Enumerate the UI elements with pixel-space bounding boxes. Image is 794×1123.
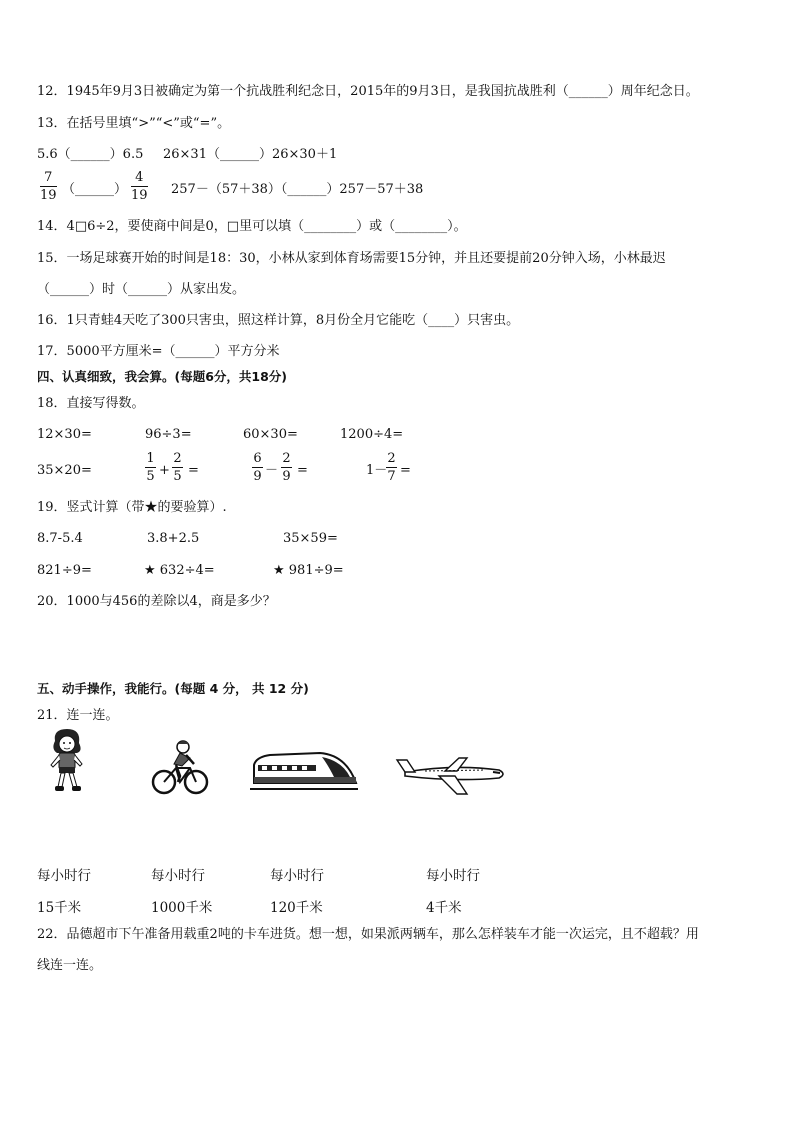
operator-plus: + xyxy=(159,463,170,478)
calc-821d9: 821÷9= xyxy=(37,563,92,578)
question-17: 17．5000平方厘米=（______）平方分米 xyxy=(37,344,280,359)
question-12: 12．1945年9月3日被确定为第一个抗战胜利纪念日，2015年的9月3日，是我国抗战胜利（______）周年纪念日。 xyxy=(37,84,699,99)
speed-label: 每小时行 xyxy=(37,868,91,884)
speed-value: 120千米 xyxy=(270,900,323,916)
calc-35x59: 35×59= xyxy=(283,531,338,546)
speed-value: 4千米 xyxy=(426,900,462,916)
question-15-line1: 15．一场足球赛开始的时间是18：30，小林从家到体育场需要15分钟，并且还要提前20分钟入场，小林最迟 xyxy=(37,251,666,266)
calc-35x20: 35×20= xyxy=(37,463,92,478)
fraction-7-19: 7 19 xyxy=(40,170,57,203)
high-speed-train-picture xyxy=(250,743,358,795)
question-15-line2: （______）时（______）从家出发。 xyxy=(37,282,246,297)
equals-sign: = xyxy=(400,463,411,478)
question-18-title: 18．直接写得数。 xyxy=(37,396,145,411)
question-16: 16．1只青蛙4天吃了300只害虫，照这样计算，8月份全月它能吃（____）只害虫。 xyxy=(37,313,520,328)
equals-sign: = xyxy=(188,463,199,478)
equals-sign: = xyxy=(297,463,308,478)
calc-12x30: 12×30= xyxy=(37,427,92,442)
calc-60x30: 60×30= xyxy=(243,427,298,442)
girl-walking-picture xyxy=(45,727,89,793)
question-13-b: 26×31（______）26×30＋1 xyxy=(163,147,338,162)
operator-minus: － xyxy=(265,463,279,478)
fraction-4-19: 4 19 xyxy=(131,170,148,203)
speed-label: 每小时行 xyxy=(270,868,324,884)
section-4-heading: 四、认真细致，我会算。(每题6分，共18分) xyxy=(37,369,288,384)
fraction-6-9: 6 9 xyxy=(253,451,262,484)
question-13-d: 257－（57＋38）（______）257－57＋38 xyxy=(171,182,424,197)
question-19-title: 19．竖式计算（带★的要验算）. xyxy=(37,500,227,515)
question-20: 20．1000与456的差除以4，商是多少？ xyxy=(37,594,276,609)
section-5-heading: 五、动手操作，我能行。(每题 4 分， 共 12 分) xyxy=(37,681,309,696)
question-13-c-blank: （______） xyxy=(62,182,128,197)
calc-1200d4: 1200÷4= xyxy=(340,427,404,442)
fraction-2-5: 2 5 xyxy=(173,451,182,484)
fraction-2-9: 2 9 xyxy=(282,451,291,484)
cyclist-picture xyxy=(150,738,210,798)
fraction-1-5: 1 5 xyxy=(146,451,155,484)
speed-value: 15千米 xyxy=(37,900,82,916)
question-13-a: 5.6（______）6.5 xyxy=(37,147,144,162)
one-minus: 1－ xyxy=(366,463,388,478)
calc-8.7-5.4: 8.7-5.4 xyxy=(37,531,83,546)
question-13-title: 13．在括号里填“>”“<”或“=”。 xyxy=(37,116,231,131)
calc-96d3: 96÷3= xyxy=(145,427,192,442)
question-21-title: 21．连一连。 xyxy=(37,708,119,723)
speed-label: 每小时行 xyxy=(151,868,205,884)
calc-632d4: ★ 632÷4= xyxy=(144,563,215,578)
airplane-picture xyxy=(395,752,507,796)
question-14: 14．4□6÷2，要使商中间是0，□里可以填（________）或（________）。 xyxy=(37,219,467,234)
speed-label: 每小时行 xyxy=(426,868,480,884)
fraction-2-7: 2 7 xyxy=(387,451,396,484)
calc-981d9: ★ 981÷9= xyxy=(273,563,344,578)
calc-3.8+2.5: 3.8+2.5 xyxy=(147,531,200,546)
question-22-line2: 线连一连。 xyxy=(37,958,103,973)
speed-value: 1000千米 xyxy=(151,900,213,916)
question-22-line1: 22．品德超市下午准备用载重2吨的卡车进货。想一想，如果派两辆车，那么怎样装车才能一次运完，且不超载？用 xyxy=(37,927,699,942)
